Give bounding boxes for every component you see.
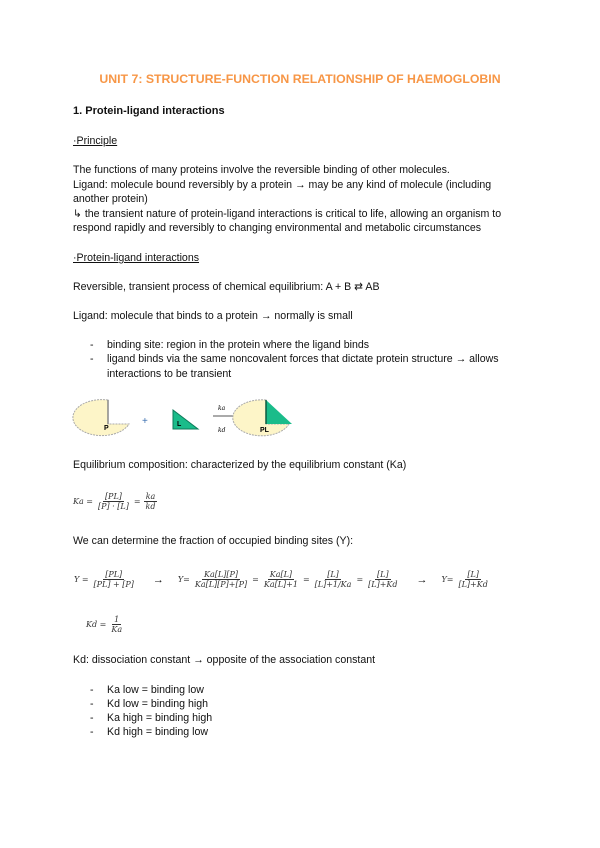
subheading-text: ·Protein-ligand interactions [73,252,200,264]
fraction [313,570,354,589]
numerator: 1 [114,615,120,624]
bullet-item [90,339,370,351]
arrow: → [416,573,428,586]
list-item [90,684,204,696]
paragraph-line: Ligand: molecule bound reversibly by a protein → may be any kind of molecule (including [73,179,492,191]
bullet-dash: - [90,726,94,738]
bullet-text: interactions to be transient [107,368,232,380]
denominator: [PL] + [P] [93,580,134,589]
fraction [96,492,131,511]
binding-diagram [70,396,310,444]
bullet-dash: - [90,712,94,724]
numerator: [L] [377,570,389,579]
denominator: Ka[L][P]+[P] [194,580,248,589]
subheading-interactions [73,252,199,264]
denominator: [L]+Kd [458,580,488,589]
equals: = [302,575,310,584]
kd-formula [86,615,127,634]
formula-lhs: Y= [177,575,190,584]
paragraph-line: ↳ the transient nature of protein-ligand interactions is critical to life, allowing an organism to [73,208,502,220]
formula-lhs: Ka = [73,497,93,506]
formula-lhs: Y= [441,575,454,584]
formula-lhs: Y = [74,575,89,584]
denominator: [L]+Kd [368,580,398,589]
ka-formula [73,492,160,511]
ligand-label: L [177,421,182,428]
reversible-text: Reversible, transient process of chemical equilibrium: A + B ⇄ AB [73,281,380,293]
denominator: [L]+1/Ka [314,580,352,589]
formula-lhs: Kd = [86,620,107,629]
denominator: [P] · [L] [98,502,129,511]
fraction [366,570,399,589]
numerator: ka [145,492,156,501]
arrow: → [152,573,164,586]
bullet-dash: - [90,684,94,696]
bullet-text: ligand binds via the same noncovalent forces that dictate protein structure → allows [107,353,499,365]
denominator: Ka [111,625,123,634]
subheading-text: ·Principle [73,135,118,147]
fraction-text: We can determine the fraction of occupied binding sites (Y): [73,535,354,547]
list-text: Kd high = binding low [107,726,209,738]
denominator: Ka[L]+1 [263,580,298,589]
protein-label: P [104,425,109,432]
numerator: [L] [467,570,479,579]
fraction [193,570,249,589]
list-item [90,698,209,710]
list-text: Ka low = binding low [107,684,204,696]
equals: = [356,575,364,584]
equals: = [133,497,141,506]
ligand-text: Ligand: molecule that binds to a protein → normally is small [73,310,353,322]
y-formula-2 [178,570,403,589]
list-text: Kd low = binding high [107,698,209,710]
paragraph-line: another protein) [73,193,148,205]
numerator: [PL] [104,492,122,501]
complex-label: PL [260,427,269,434]
y-equation-row [74,570,493,589]
plus-sign: + [142,416,148,427]
paragraph-line: respond rapidly and reversibly to changing environmental and metabolic circumstances [73,222,482,234]
bullet-text: binding site: region in the protein where the ligand binds [107,339,370,351]
subheading-principle [73,135,117,147]
kd-definition: Kd: dissociation constant → opposite of the association constant [73,654,376,666]
bullet-dash: - [90,698,94,710]
numerator: [PL] [105,570,123,579]
kd-label: kd [218,427,226,434]
paragraph-line: The functions of many proteins involve the reversible binding of other molecules. [73,164,450,176]
ka-label: ka [218,405,226,412]
fraction [262,570,300,589]
bullet-dash: - [90,353,94,365]
y-formula-3 [442,570,493,589]
bullet-dash: - [90,339,94,351]
denominator: kd [145,502,156,511]
section-heading: 1. Protein-ligand interactions [73,105,225,117]
numerator: Ka[L] [269,570,293,579]
numerator: [L] [327,570,339,579]
equals: = [252,575,259,584]
fraction [92,570,136,589]
page-title: UNIT 7: STRUCTURE-FUNCTION RELATIONSHIP OF HAEMOGLOBIN [99,72,501,86]
list-text: Ka high = binding high [107,712,213,724]
fraction [456,570,489,589]
fraction [109,615,124,634]
equilibrium-text: Equilibrium composition: characterized by the equilibrium constant (Ka) [73,459,407,471]
y-formula-1 [74,570,139,589]
bullet-item [90,353,499,365]
fraction [144,492,158,511]
numerator: Ka[L][P] [204,570,238,579]
protein-shape [73,400,129,436]
list-item [90,726,209,738]
list-item [90,712,213,724]
